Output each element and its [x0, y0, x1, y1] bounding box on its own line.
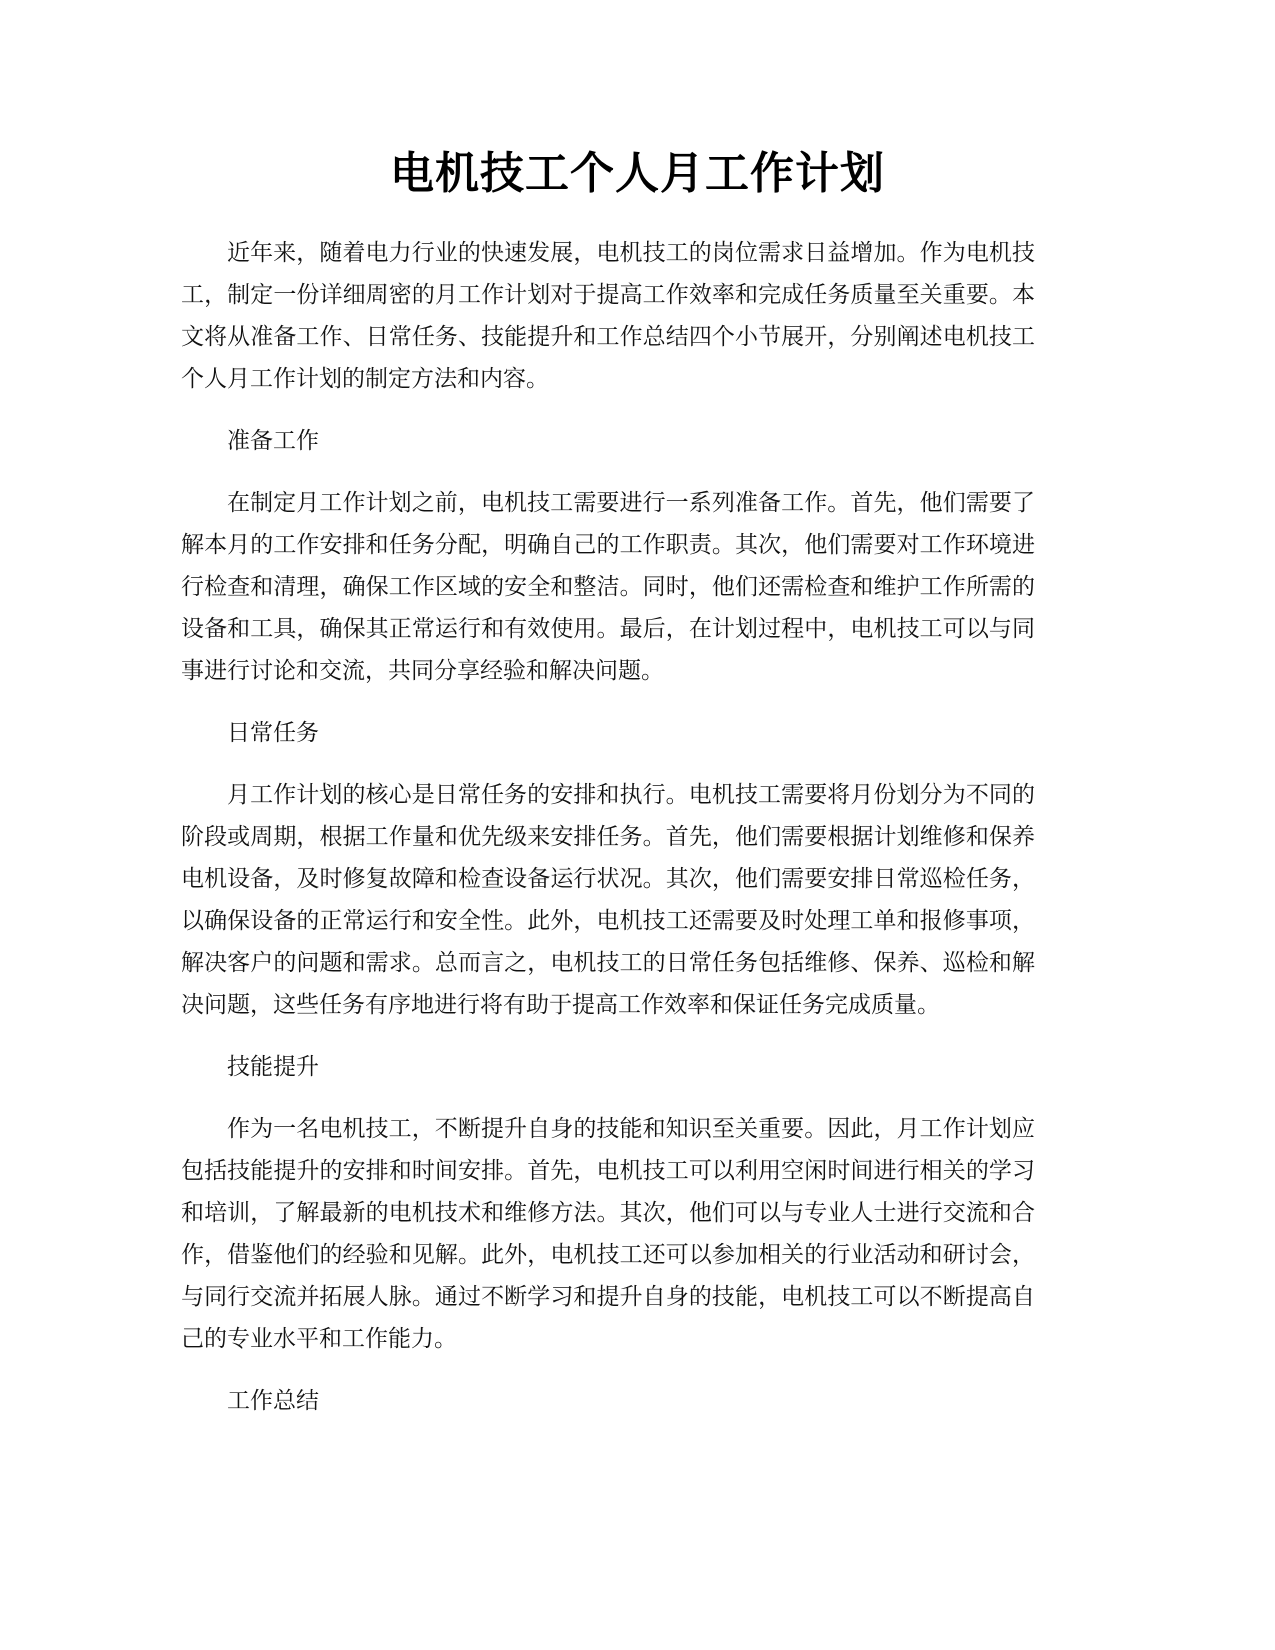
- section-body-daily-tasks: 月工作计划的核心是日常任务的安排和执行。电机技工需要将月份划分为不同的阶段或周期，根据工作量和优先级来安排任务。首先，他们需要根据计划维修和保养电机设备，及时修复故障和检查设备运行状况。其次，他们需要安排日常巡检任务，以确保设备的正常运行和安全性。此外，电机技工还需要及时处理工单和报修事项，解决客户的问题和需求。总而言之，电机技工的日常任务包括维修、保养、巡检和解决问题，这些任务有序地进行将有助于提高工作效率和保证任务完成质量。: [181, 782, 1035, 1018]
- document-title: 电机技工个人月工作计划: [390, 148, 885, 199]
- section-heading-daily-tasks: 日常任务: [227, 720, 319, 746]
- section-heading-skill-improvement: 技能提升: [227, 1054, 319, 1080]
- section-heading-work-summary: 工作总结: [227, 1388, 319, 1414]
- intro-paragraph: 近年来，随着电力行业的快速发展，电机技工的岗位需求日益增加。作为电机技工，制定一份详细周密的月工作计划对于提高工作效率和完成任务质量至关重要。本文将从准备工作、日常任务、技能提升和工作总结四个小节展开，分别阐述电机技工个人月工作计划的制定方法和内容。: [181, 240, 1035, 392]
- section-body-skill-improvement: 作为一名电机技工，不断提升自身的技能和知识至关重要。因此，月工作计划应包括技能提升的安排和时间安排。首先，电机技工可以利用空闲时间进行相关的学习和培训，了解最新的电机技术和维修方法。其次，他们可以与专业人士进行交流和合作，借鉴他们的经验和见解。此外，电机技工还可以参加相关的行业活动和研讨会，与同行交流并拓展人脉。通过不断学习和提升自身的技能，电机技工可以不断提高自己的专业水平和工作能力。: [181, 1116, 1035, 1352]
- section-body-preparation: 在制定月工作计划之前，电机技工需要进行一系列准备工作。首先，他们需要了解本月的工作安排和任务分配，明确自己的工作职责。其次，他们需要对工作环境进行检查和清理，确保工作区域的安全和整洁。同时，他们还需检查和维护工作所需的设备和工具，确保其正常运行和有效使用。最后，在计划过程中，电机技工可以与同事进行讨论和交流，共同分享经验和解决问题。: [181, 490, 1035, 684]
- document-body: [181, 232, 1035, 1442]
- section-heading-preparation: 准备工作: [227, 428, 319, 454]
